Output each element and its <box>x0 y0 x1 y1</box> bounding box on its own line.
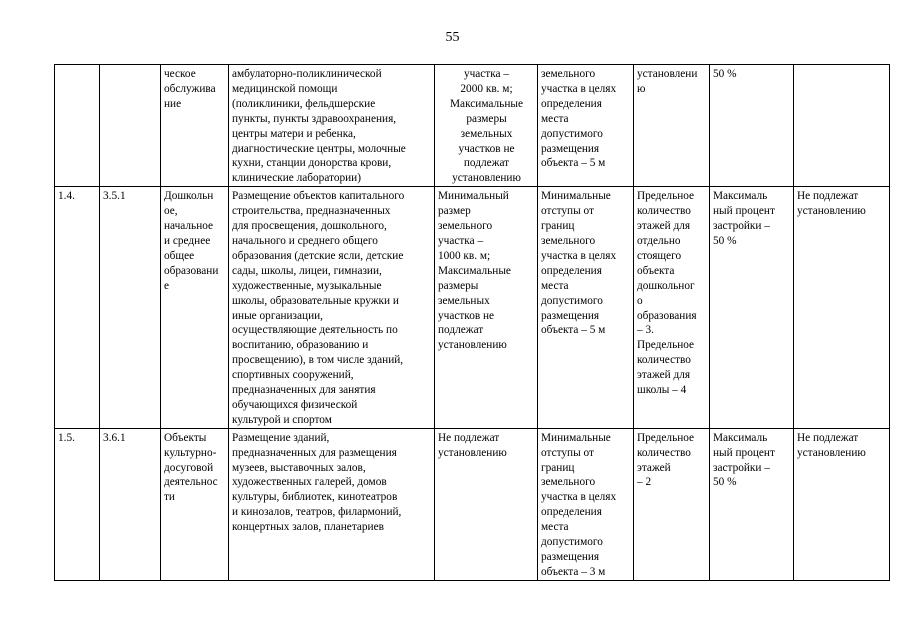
use-description-cell: Размещение зданий, предназначенных для размещения музеев, выставочных залов, художественных галерей, домов культуры, библиотек, кинотеатров и кинозалов, театров, филармоний, концертных залов, планетариев <box>229 428 435 580</box>
table-row <box>55 187 890 429</box>
land-use-regulations-table <box>54 64 890 581</box>
use-code-cell <box>100 65 161 187</box>
row-number-cell <box>55 65 100 187</box>
other-params-cell: Не подлежат установлению <box>794 428 890 580</box>
plot-size-cell: Минимальный размер земельного участка – 1000 кв. м; Максимальные размеры земельных участков не подлежат установлению <box>435 187 538 429</box>
use-name-cell: Объекты культурно- досуговой деятельнос ти <box>161 428 229 580</box>
use-description-cell: Размещение объектов капитального строительства, предназначенных для просвещения, дошкольного, начального и среднего общего образования (детские ясли, детские сады, школы, лицеи, гимназии, художественные, музыкальные школы, образовательные кружки и иные организации, осуществляющие деятельность по воспитанию, образованию и просвещению), в том числе зданий, спортивных сооружений, предназначенных для занятия обучающихся физической культурой и спортом <box>229 187 435 429</box>
page-number: 55 <box>445 30 460 45</box>
table-row <box>55 428 890 580</box>
other-params-cell: Не подлежат установлению <box>794 187 890 429</box>
floors-cell: установлени ю <box>634 65 710 187</box>
setback-cell: Минимальные отступы от границ земельного участка в целях определения места допустимого размещения объекта – 3 м <box>538 428 634 580</box>
row-number-cell: 1.4. <box>55 187 100 429</box>
use-code-cell: 3.6.1 <box>100 428 161 580</box>
coverage-cell: Максималь ный процент застройки – 50 % <box>710 187 794 429</box>
use-description-cell: амбулаторно-поликлинической медицинской помощи (поликлиники, фельдшерские пункты, пункты здравоохранения, центры матери и ребенка, диагностические центры, молочные кухни, станции донорства крови, клинические лаборатории) <box>229 65 435 187</box>
setback-cell: земельного участка в целях определения места допустимого размещения объекта – 5 м <box>538 65 634 187</box>
plot-size-cell: Не подлежат установлению <box>435 428 538 580</box>
use-code-cell: 3.5.1 <box>100 187 161 429</box>
coverage-cell: Максималь ный процент застройки – 50 % <box>710 428 794 580</box>
coverage-cell: 50 % <box>710 65 794 187</box>
other-params-cell <box>794 65 890 187</box>
floors-cell: Предельное количество этажей для отдельно стоящего объекта дошкольног о образования – 3. Предельное количество этажей для школы – 4 <box>634 187 710 429</box>
setback-cell: Минимальные отступы от границ земельного участка в целях определения места допустимого размещения объекта – 5 м <box>538 187 634 429</box>
use-name-cell: Дошкольн ое, начальное и среднее общее образовани е <box>161 187 229 429</box>
table-row <box>55 65 890 187</box>
row-number-cell: 1.5. <box>55 428 100 580</box>
use-name-cell: ческое обслужива ние <box>161 65 229 187</box>
plot-size-cell: участка – 2000 кв. м; Максимальные размеры земельных участков не подлежат установлению <box>435 65 538 187</box>
floors-cell: Предельное количество этажей – 2 <box>634 428 710 580</box>
